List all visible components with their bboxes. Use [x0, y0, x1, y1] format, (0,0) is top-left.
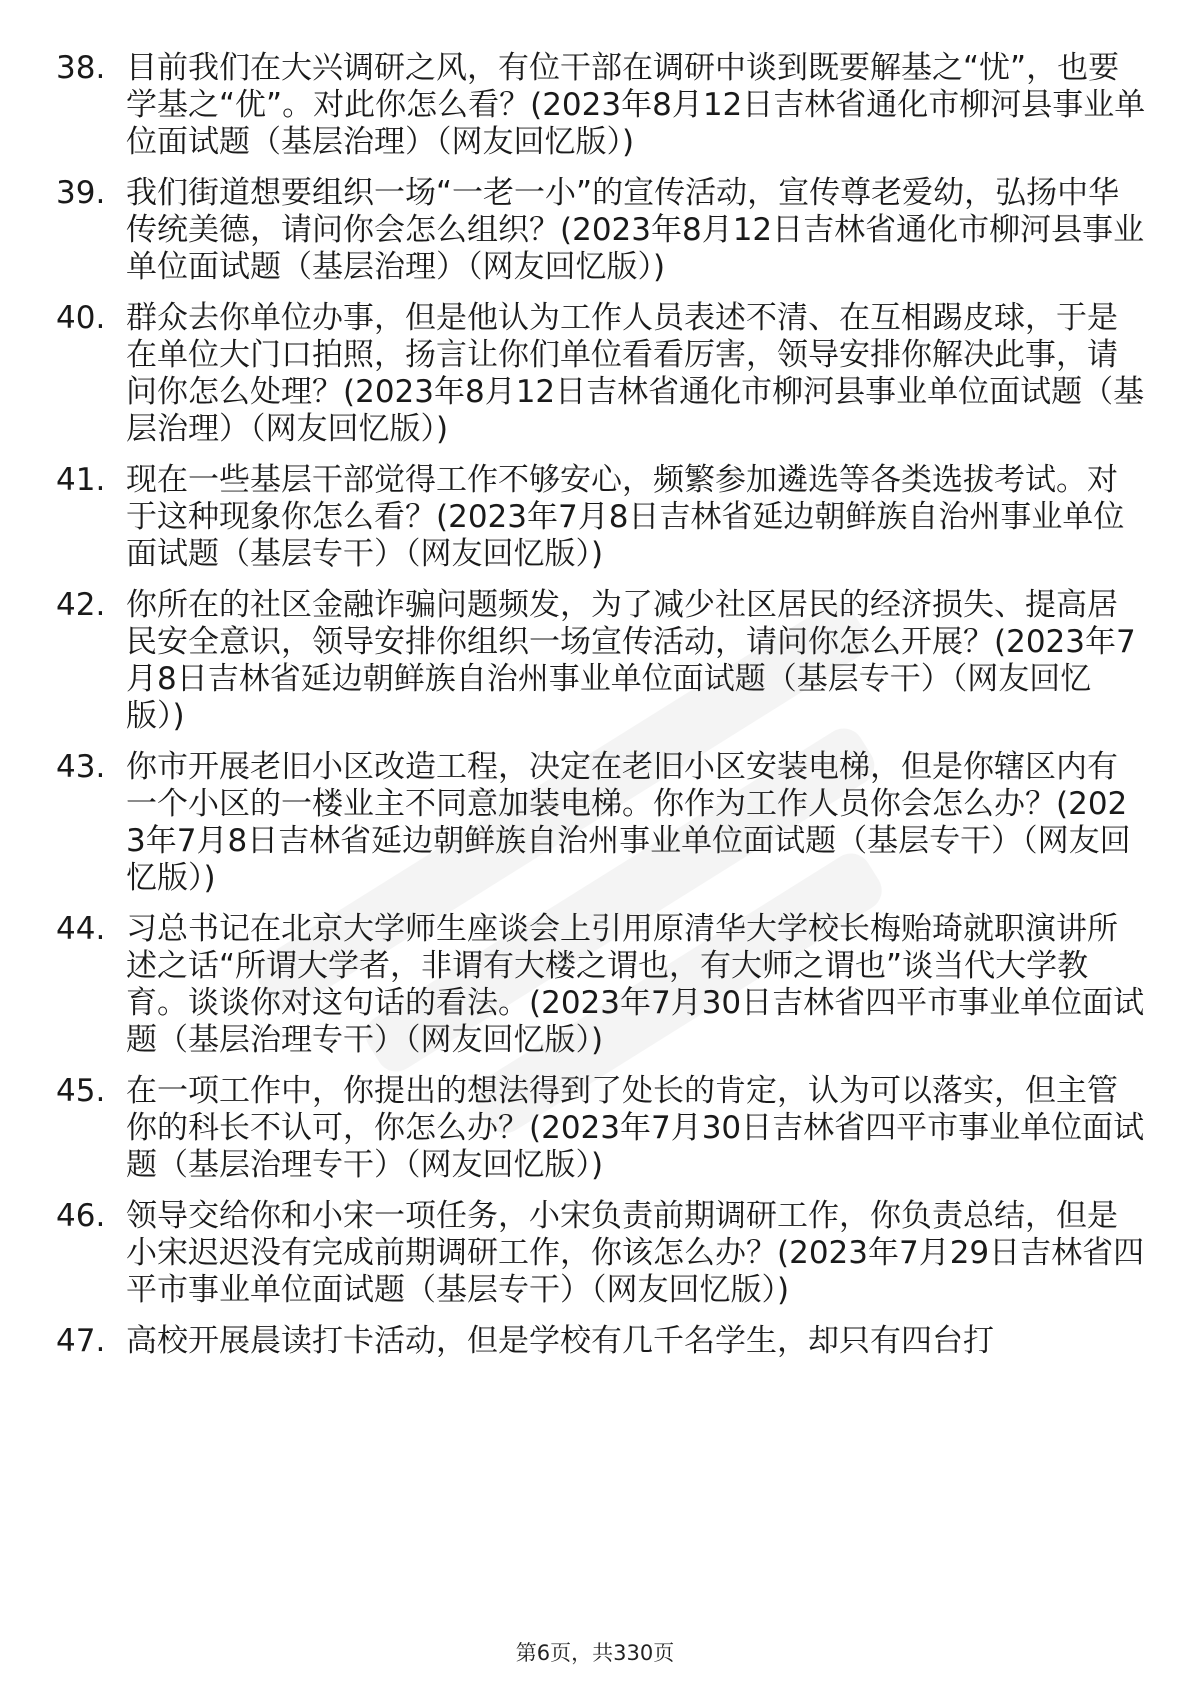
question-item	[56, 749, 1146, 897]
question-number: 46.	[56, 1198, 106, 1234]
question-text: 习总书记在北京大学师生座谈会上引用原清华大学校长梅贻琦就职演讲所述之话“所谓大学者，非谓有大楼之谓也，有大师之谓也”谈当代大学教育。谈谈你对这句话的看法。(2023年7月30日吉林省四平市事业单位面试题（基层治理专干）（网友回忆版）)	[126, 911, 1145, 1058]
question-number: 42.	[56, 587, 106, 623]
question-number: 47.	[56, 1323, 106, 1359]
question-item	[56, 1073, 1146, 1184]
question-text: 领导交给你和小宋一项任务，小宋负责前期调研工作，你负责总结，但是小宋迟迟没有完成前期调研工作，你该怎么办？(2023年7月29日吉林省四平市事业单位面试题（基层专干）（网友回忆版）)	[126, 1198, 1145, 1308]
question-number: 43.	[56, 749, 106, 785]
question-number: 45.	[56, 1073, 106, 1109]
question-text: 目前我们在大兴调研之风，有位干部在调研中谈到既要解基之“忧”，也要学基之“优”。对此你怎么看？(2023年8月12日吉林省通化市柳河县事业单位面试题（基层治理）（网友回忆版）)	[126, 50, 1146, 160]
question-number: 44.	[56, 911, 106, 947]
question-text: 现在一些基层干部觉得工作不够安心，频繁参加遴选等各类选拔考试。对于这种现象你怎么看？(2023年7月8日吉林省延边朝鲜族自治州事业单位面试题（基层专干）（网友回忆版）)	[126, 462, 1125, 572]
question-item	[56, 462, 1146, 573]
question-text: 群众去你单位办事，但是他认为工作人员表述不清、在互相踢皮球，于是在单位大门口拍照，扬言让你们单位看看厉害，领导安排你解决此事，请问你怎么处理？(2023年8月12日吉林省通化市柳河县事业单位面试题（基层治理）（网友回忆版）)	[126, 300, 1145, 447]
question-number: 39.	[56, 175, 106, 211]
question-item	[56, 911, 1146, 1059]
question-text: 我们街道想要组织一场“一老一小”的宣传活动，宣传尊老爱幼，弘扬中华传统美德，请问你会怎么组织？(2023年8月12日吉林省通化市柳河县事业单位面试题（基层治理）（网友回忆版）)	[126, 175, 1145, 285]
question-item	[56, 50, 1146, 161]
question-item	[56, 587, 1146, 735]
question-item	[56, 175, 1146, 286]
page-number-footer: 第6页，共330页	[515, 1641, 675, 1665]
question-text: 你市开展老旧小区改造工程，决定在老旧小区安装电梯，但是你辖区内有一个小区的一楼业主不同意加装电梯。你作为工作人员你会怎么办？(2023年7月8日吉林省延边朝鲜族自治州事业单位面试题（基层专干）（网友回忆版）)	[126, 749, 1131, 896]
question-item	[56, 1198, 1146, 1309]
question-list	[56, 50, 1146, 1374]
question-item	[56, 1323, 1146, 1360]
question-number: 40.	[56, 300, 106, 336]
question-text: 在一项工作中，你提出的想法得到了处长的肯定，认为可以落实，但主管你的科长不认可，你怎么办？(2023年7月30日吉林省四平市事业单位面试题（基层治理专干）（网友回忆版）)	[126, 1073, 1145, 1183]
question-item	[56, 300, 1146, 448]
question-text: 高校开展晨读打卡活动，但是学校有几千名学生，却只有四台打	[126, 1323, 994, 1359]
question-text: 你所在的社区金融诈骗问题频发，为了减少社区居民的经济损失、提高居民安全意识，领导安排你组织一场宣传活动，请问你怎么开展？(2023年7月8日吉林省延边朝鲜族自治州事业单位面试题（基层专干）（网友回忆版）)	[126, 587, 1136, 734]
question-number: 38.	[56, 50, 106, 86]
question-number: 41.	[56, 462, 106, 498]
